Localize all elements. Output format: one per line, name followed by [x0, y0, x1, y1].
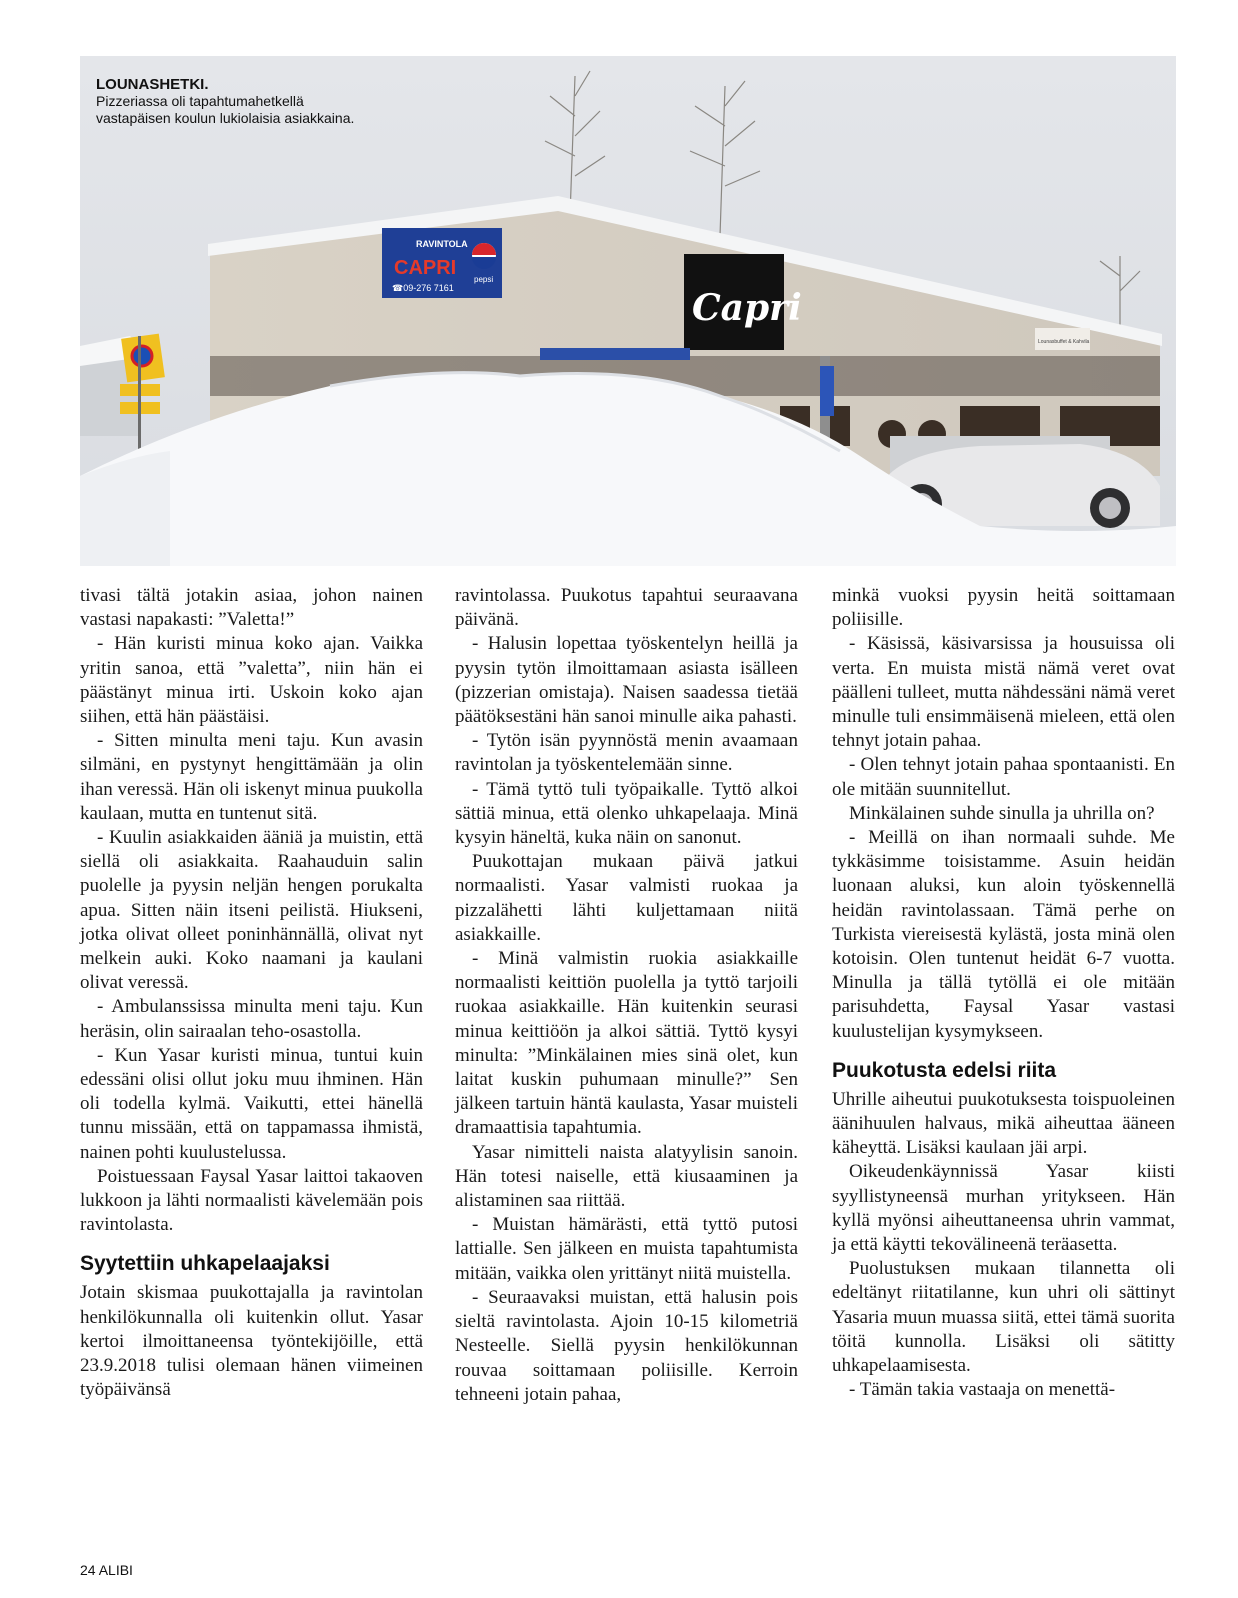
- article-paragraph: minkä vuoksi pyysin heitä soittamaan poliisille.: [832, 585, 1175, 631]
- sign-phone-text: ☎09-276 7161: [392, 283, 454, 293]
- restaurant-photo: [80, 56, 1176, 566]
- article-paragraph: Puolustuksen mukaan tilannetta oli edeltänyt riitatilanne, kun uhri oli sättinyt Yasaria muun muassa siitä, ettei tämä suorita töitä kunnolla. Lisäksi oli sätitty uhkapelaamisesta.: [832, 1258, 1175, 1377]
- photo-caption: [96, 76, 476, 127]
- article-paragraph: - Seuraavaksi muistan, että halusin pois sieltä ravintolasta. Ajoin 10-15 kilometriä Nesteelle. Siellä pyysin henkilökunnan rouvaa soittamaan poliisille. Kerroin tehneeni jotain pahaa,: [455, 1286, 798, 1405]
- article-paragraph: - Muistan hämärästi, että tyttö putosi lattialle. Sen jälkeen en muista tapahtumista mitään, vaikka olen yrittänyt niitä muistella.: [455, 1214, 798, 1284]
- sign-pepsi-text: pepsi: [474, 275, 494, 284]
- article-paragraph: - Sitten minulta meni taju. Kun avasin silmäni, en pystynyt hengittämään ja olin ihan veressä. Hän oli iskenyt minua puukolla kaulaan, mutta en tuntenut sitä.: [80, 730, 423, 824]
- article-paragraph: - Kun Yasar kuristi minua, tuntui kuin edessäni olisi ollut joku muu ihminen. Hän oli todella kylmä. Vaikutti, ettei hänellä tunnu missään, että on tappamassa ihmistä, nainen pohti kuulustelussa.: [80, 1044, 423, 1163]
- sign-lounas-text: Lounasbuffet & Kahvila: [1038, 339, 1090, 345]
- article-paragraph: Puukottajan mukaan päivä jatkui normaalisti. Yasar valmisti ruokaa ja pizzalähetti lähti kuljettamaan niitä asiakkaille.: [455, 851, 798, 945]
- article-column-3: [832, 584, 1175, 1403]
- article-paragraph: - Ambulanssissa minulta meni taju. Kun heräsin, olin sairaalan teho-osastolla.: [80, 996, 423, 1042]
- caption-line-2: vastapäisen koulun lukiolaisia asiakkaina.: [96, 110, 355, 126]
- article-paragraph: - Meillä on ihan normaali suhde. Me tykkäsimme toisistamme. Asuin heidän luonaan aluksi, kun aloin työskennellä heidän ravintolassaan. Tämä perhe on Turkista viereisestä kylästä, josta minä olen kotoisin. Olen tuntenut heidät 6-7 vuotta. Minulla ja tällä tytöllä ei ole mitään parisuhdetta, Faysal Yasar vastasi kuulustelijan kysymykseen.: [832, 827, 1175, 1042]
- article-paragraph: - Käsissä, käsivarsissa ja housuissa oli verta. En muista mistä nämä veret ovat päälleni tulleet, mutta nähdessäni nämä veret minulle tuli ensimmäisenä mieleen, että olen tehnyt jotain pahaa.: [832, 633, 1175, 752]
- article-paragraph: - Minä valmistin ruokia asiakkaille normaalisti keittiön puolella ja tyttö tarjoili ruokaa asiakkaille. Hän kuitenkin seurasi minua keittiöön ja alkoi sättiä. Tyttö kysyi minulta: ”Minkälainen mies sinä olet, kun laitat kuskin puhumaan minulle?” Sen jälkeen tartuin häntä kaulasta, Yasar muisteli dramaattisia tapahtumia.: [455, 948, 798, 1139]
- article-paragraph: tivasi tältä jotakin asiaa, johon nainen vastasi napakasti: ”Valetta!”: [80, 585, 423, 631]
- article-paragraph: - Tämän takia vastaaja on menettä-: [849, 1379, 1116, 1401]
- sign-capri-text: CAPRI: [394, 257, 457, 279]
- sign-capri-big-text: Capri: [692, 287, 802, 329]
- article-paragraph: Uhrille aiheutui puukotuksesta toispuoleinen äänihuulen halvaus, mikä aiheuttaa ääneen käheyttä. Lisäksi kaulaan jäi arpi.: [832, 1088, 1175, 1159]
- article-paragraph: ravintolassa. Puukotus tapahtui seuraavana päivänä.: [455, 585, 798, 631]
- article-paragraph: - Olen tehnyt jotain pahaa spontaanisti. En ole mitään suunnitellut.: [832, 754, 1175, 800]
- caption-line-1: Pizzeriassa oli tapahtumahetkellä: [96, 93, 304, 109]
- article-photo: [80, 56, 1176, 566]
- section-heading: Syytettiin uhkapelaajaksi: [80, 1252, 330, 1276]
- sign-ravintola-text: RAVINTOLA: [416, 239, 468, 249]
- article-column-2: [455, 584, 798, 1407]
- article-paragraph: - Hän kuristi minua koko ajan. Vaikka yritin sanoa, että ”valetta”, niin hän ei päästänyt minua irti. Uskoin koko ajan siihen, että hän päästäisi.: [80, 633, 423, 728]
- article-paragraph: Yasar nimitteli naista alatyylisin sanoin. Hän totesi naiselle, että kiusaaminen ja alistaminen saa riittää.: [455, 1141, 798, 1212]
- article-paragraph: Oikeudenkäynnissä Yasar kiisti syyllistyneensä murhan yritykseen. Hän kyllä myönsi aiheuttaneensa uhrin vammat, ja että käytti tekovälineenä teräasetta.: [832, 1161, 1175, 1256]
- caption-heading: LOUNASHETKI.: [96, 76, 209, 93]
- article-paragraph: - Tytön isän pyynnöstä menin avaamaan ravintolan ja työskentelemään sinne.: [455, 730, 798, 776]
- article-paragraph: - Halusin lopettaa työskentelyn heillä ja pyysin tytön ilmoittamaan asiasta isälleen (pizzerian omistaja). Naisen saadessa tietää päätöksestäni hän sanoi minulle aika pahasti.: [455, 633, 798, 728]
- article-paragraph: Minkälainen suhde sinulla ja uhrilla on?: [849, 802, 1155, 824]
- section-heading: Puukotusta edelsi riita: [832, 1058, 1057, 1082]
- article-column-1: [80, 584, 423, 1403]
- article-paragraph: - Tämä tyttö tuli työpaikalle. Tyttö alkoi sättiä minua, että olenko uhkapelaaja. Minä kysyin häneltä, kuka näin on sanonut.: [455, 778, 798, 849]
- article-paragraph: Poistuessaan Faysal Yasar laittoi takaoven lukkoon ja lähti normaalisti kävelemään pois ravintolasta.: [80, 1165, 423, 1236]
- page-folio: 24 ALIBI: [80, 1562, 133, 1578]
- article-paragraph: - Kuulin asiakkaiden ääniä ja muistin, että siellä oli asiakkaita. Raahauduin salin puolelle ja pyysin neljän hengen porukalta apua. Sitten näin itseni peilistä. Hiukseni, jotka olivat olleet poninhännällä, olivat nyt melkein auki. Koko naamani ja kaulani olivat veressä.: [80, 827, 423, 994]
- article-paragraph: Jotain skismaa puukottajalla ja ravintolan henkilökunnalla oli kuitenkin ollut. Yasar kertoi ilmoittaneensa työntekijöille, että 23.9.2018 tulisi olemaan hänen viimeinen työpäivänsä: [80, 1282, 423, 1401]
